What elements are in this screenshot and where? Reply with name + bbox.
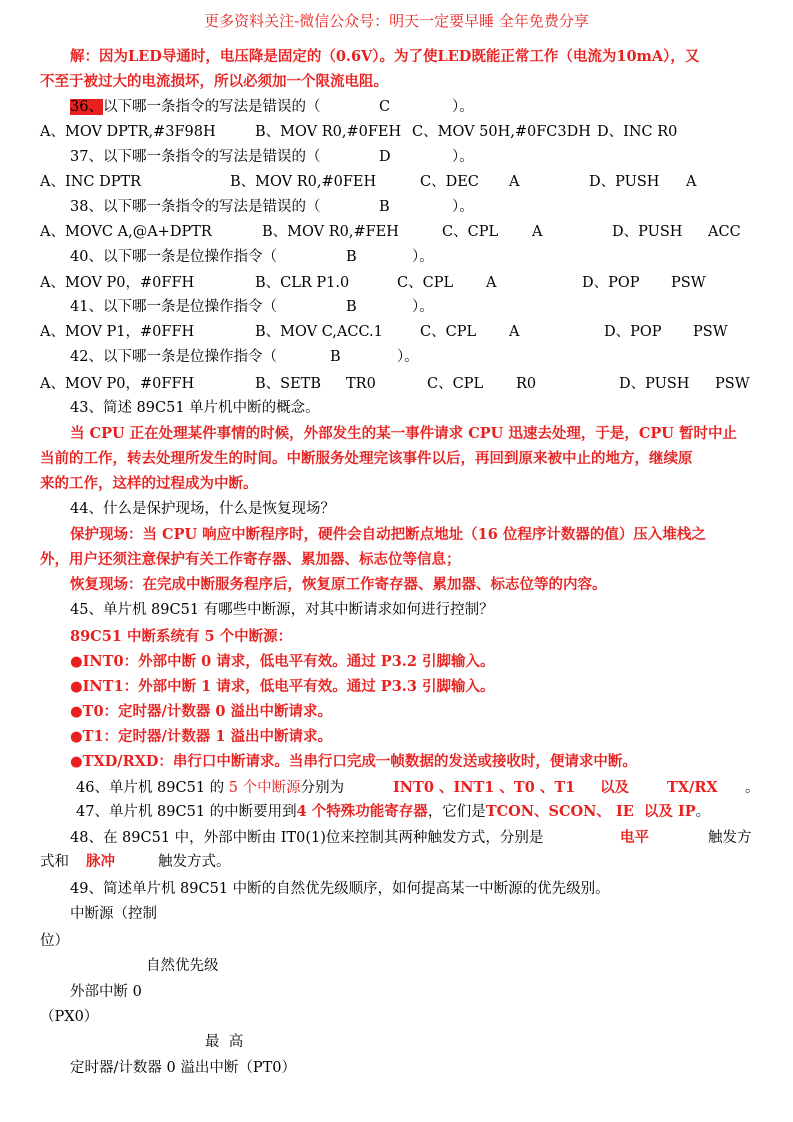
q41-option-d: D、POP: [604, 324, 662, 340]
q36-option-b: B、MOV R0,#0FEH: [255, 124, 402, 140]
question-45-text: 45、单片机 89C51 有哪些中断源，对其中断请求如何进行控制？: [70, 602, 494, 618]
answer-44-line-2: 外，用户还须注意保护有关工作寄存器、累加器、标志位等信息；: [40, 551, 461, 568]
question-44-text: 44、什么是保护现场，什么是恢复现场？: [70, 501, 335, 517]
q40-option-c: C、CPL: [397, 275, 454, 291]
q49-row-timer0: 定时器/计数器 0 溢出中断（PT0）: [70, 1060, 296, 1076]
q42-option-a: A、MOV P0，#0FFH: [40, 376, 195, 392]
question-38-text: 38、以下哪一条指令的写法是错误的（: [70, 199, 321, 215]
q37-option-c-operand: A: [509, 174, 520, 190]
q38-option-d: D、PUSH: [612, 224, 683, 240]
q47-answer-registers: TCON、SCON、 IE 以及 IP: [485, 803, 696, 820]
q49-row-px0: （PX0）: [40, 1009, 99, 1025]
q49-col-source: 中断源（控制: [70, 906, 157, 922]
question-43-text: 43、简述 89C51 单片机中断的概念。: [70, 400, 320, 416]
q49-col-source-cont: 位）: [40, 933, 69, 949]
q37-option-c: C、DEC: [420, 174, 479, 190]
q37-option-b: B、MOV R0,#0FEH: [230, 174, 377, 190]
q47-answer-count: 4 个特殊功能寄存器: [296, 803, 428, 820]
answer-43-line-1: 当 CPU 正在处理某件事情的时候，外部发生的某一事件请求 CPU 迅速去处理，于是，CPU 暂时中止: [70, 425, 738, 442]
question-40-answer: B: [346, 249, 357, 265]
question-48-text: 48、在 89C51 中，外部中断由 IT0(1)位来控制其两种触发方式，分别是: [70, 830, 544, 846]
question-41-end: ）。: [412, 299, 434, 315]
q46-middle: 分别为: [300, 780, 345, 796]
answer-44-line-3: 恢复现场：在完成中断服务程序后，恢复原工作寄存器、累加器、标志位等的内容。: [70, 576, 607, 593]
q38-option-d-operand: ACC: [708, 224, 741, 240]
solution-line-1: 解：因为LED导通时，电压降是固定的（0.6V）。为了使LED既能正常工作（电流为10mA），又: [70, 48, 700, 65]
answer-43-line-2: 当前的工作，转去处理所发生的时间。中断服务处理完该事件以后，再回到原来被中止的地方，继续原: [40, 450, 693, 467]
question-36-text: 以下哪一条指令的写法是错误的（: [102, 99, 321, 115]
q42-option-b: B、SETB: [255, 376, 322, 392]
q36-option-c: C、MOV 50H,#0FC3DH: [412, 124, 591, 140]
q46-prefix: 46、单片机 89C51 的: [76, 780, 225, 796]
q46-end: 。: [745, 780, 760, 796]
q40-option-c-operand: A: [486, 275, 497, 291]
answer-45-line-6: ●TXD/RXD：串行口中断请求。当串行口完成一帧数据的发送或接收时，便请求中断。: [70, 753, 637, 770]
q38-option-c-operand: A: [532, 224, 543, 240]
page-header: 更多资料关注-微信公众号：明天一定要早睡 全年免费分享: [204, 12, 589, 30]
answer-45-line-3: ●INT1：外部中断 1 请求，低电平有效。通过 P3.3 引脚输入。: [70, 678, 495, 695]
answer-43-line-3: 来的工作，这样的过程成为中断。: [40, 475, 258, 492]
q46-answer-count: 5 个中断源: [228, 780, 301, 796]
q40-option-a: A、MOV P0，#0FFH: [40, 275, 195, 291]
q49-row-ext0: 外部中断 0: [70, 984, 142, 1000]
q48-answer-level: 电平: [620, 829, 649, 846]
question-42-answer: B: [330, 349, 341, 365]
q38-option-b: B、MOV R0,#FEH: [262, 224, 399, 240]
q41-option-b: B、MOV C,ACC.1: [255, 324, 383, 340]
question-36-number: 36、: [70, 99, 103, 115]
question-37-end: ）。: [452, 149, 474, 165]
question-37-text: 37、以下哪一条指令的写法是错误的（: [70, 149, 321, 165]
q41-option-a: A、MOV P1，#0FFH: [40, 324, 195, 340]
q37-option-d: D、PUSH: [589, 174, 660, 190]
q40-option-d-operand: PSW: [671, 275, 706, 291]
question-40-end: ）。: [412, 249, 434, 265]
answer-45-line-5: ●T1：定时器/计数器 1 溢出中断请求。: [70, 728, 333, 745]
q41-option-c: C、CPL: [420, 324, 477, 340]
q40-option-b: B、CLR P1.0: [255, 275, 350, 291]
question-37-answer: D: [379, 149, 391, 165]
q37-option-a: A、INC DPTR: [40, 174, 142, 190]
solution-line-2: 不至于被过大的电流损坏，所以必须加一个限流电阻。: [40, 73, 388, 90]
question-38-answer: B: [379, 199, 390, 215]
q42-option-d-operand: PSW: [715, 376, 750, 392]
question-42-end: ）。: [397, 349, 419, 365]
question-42-text: 42、以下哪一条是位操作指令（: [70, 349, 277, 365]
answer-44-line-1: 保护现场：当 CPU 响应中断程序时，硬件会自动把断点地址（16 位程序计数器的值）压入堆栈之: [70, 526, 706, 543]
q49-col-priority: 自然优先级: [146, 958, 219, 974]
q47-prefix: 47、单片机 89C51 的中断要用到: [76, 804, 297, 820]
answer-45-line-1: 89C51 中断系统有 5 个中断源：: [70, 628, 293, 645]
q48-trigger-a: 触发方: [708, 830, 752, 846]
q48-trigger-b: 触发方式。: [158, 854, 231, 870]
q41-option-d-operand: PSW: [693, 324, 728, 340]
q42-option-c: C、CPL: [427, 376, 484, 392]
q42-option-d: D、PUSH: [619, 376, 690, 392]
question-41-answer: B: [346, 299, 357, 315]
q36-option-a: A、MOV DPTR,#3F98H: [40, 124, 216, 140]
q41-option-c-operand: A: [509, 324, 520, 340]
q46-answer-sources: INT0 、INT1 、T0 、T1: [393, 779, 576, 796]
q36-option-d: D、INC R0: [597, 124, 678, 140]
question-38-end: ）。: [452, 199, 474, 215]
q40-option-d: D、POP: [582, 275, 640, 291]
q38-option-c: C、CPL: [442, 224, 499, 240]
question-49-text: 49、简述单片机 89C51 中断的自然优先级顺序，如何提高某一中断源的优先级别。: [70, 881, 610, 897]
question-47: [76, 802, 710, 822]
question-36-end: ）。: [452, 99, 474, 115]
q37-option-d-operand: A: [686, 174, 697, 190]
q42-option-b-operand: TR0: [346, 376, 376, 392]
answer-45-line-2: ●INT0：外部中断 0 请求，低电平有效。通过 P3.2 引脚输入。: [70, 653, 495, 670]
q48-answer-pulse: 脉冲: [86, 853, 115, 870]
q46-answer-and: 以及: [600, 779, 629, 796]
answer-45-line-4: ●T0：定时器/计数器 0 溢出中断请求。: [70, 703, 333, 720]
question-36: [70, 97, 320, 117]
q46-answer-txrx: TX/RX: [667, 779, 718, 796]
question-36-answer: C: [379, 99, 391, 115]
question-40-text: 40、以下哪一条是位操作指令（: [70, 249, 277, 265]
q48-and: 式和: [40, 854, 69, 870]
q42-option-c-operand: R0: [516, 376, 537, 392]
question-46: [76, 778, 344, 798]
q49-row-highest: 最 高: [205, 1034, 244, 1050]
q47-end: 。: [695, 804, 711, 820]
q47-middle: ，它们是: [427, 804, 486, 820]
q38-option-a: A、MOVC A,@A+DPTR: [40, 224, 212, 240]
question-41-text: 41、以下哪一条是位操作指令（: [70, 299, 277, 315]
